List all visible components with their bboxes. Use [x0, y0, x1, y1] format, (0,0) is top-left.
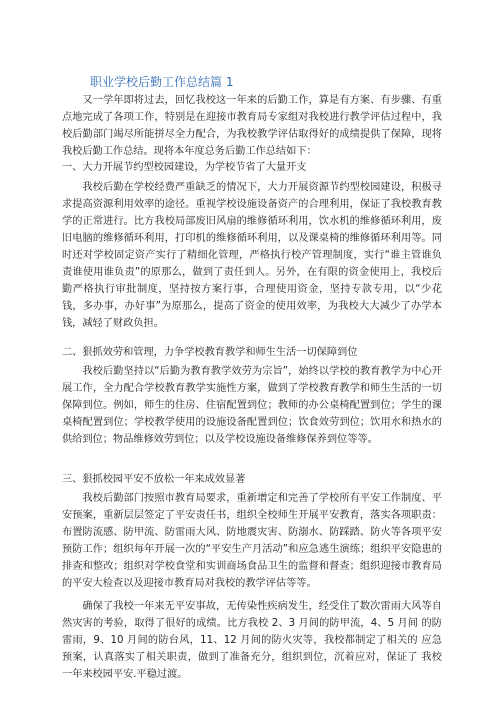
section-2-paragraph: 我校后勤坚持以“后勤为教育教学效劳为宗旨”，始终以学校的教育教学为中心开展工作，全力配合学校教育教学实施性方案，做到了学校教育教学和师生生活的一切保障到位。例如，师生的住房、住宿配置到位；教师的办公桌椅配置到位；学生的课桌椅配置到位；学校教学使用的设施设备配置到位；饮食效劳到位；饮用水和热水的供给到位；物品维修效劳到位；以及学校设施设备维修保养到位等等。	[62, 366, 442, 445]
intro-paragraph: 又一学年即将过去，回忆我校这一年来的后勤工作，算是有方案、有步骤、有重点地完成了各项工作，特别是在迎接市教育局专家组对我校进行教学评估过程中，我校后勤部门竭尽所能拼尽全力配合，为我校教学评估取得好的成绩提供了保障，现将我校后勤工作总结。现将本年度总务后勤工作总结如下：	[62, 95, 442, 157]
section-3-heading: 三、狠抓校园平安不放松一年来成效显著	[62, 474, 246, 485]
section-1-paragraph: 我校后勤在学校经费严重缺乏的情况下，大力开展资源节约型校园建设，积极寻求提高资源利用效率的途径。重视学校设施设备资产的合理利用，保证了我校教育教学的正常进行。比方我校局部废旧风扇的维修循环利用，饮水机的维修循环利用，废旧电脑的维修循环利用，打印机的维修循环利用，以及课桌椅的维修循环利用等。同时还对学校固定资产实行了精细化管理，严格执行校产管理制度，实行“谁主管谁负责谁使用谁负责”的原那么，做到了责任到人。另外，在有限的资金使用上，我校后勤严格执行审批制度，坚持按方案行事，合理使用资金，坚持专款专用，以“少花钱，多办事，办好事”为原那么，提高了资金的使用效率，为我校大大减少了办学本钱，减轻了财政负担。	[62, 182, 442, 329]
section-1-heading: 一、大力开展节约型校园建设，为学校节省了大量开支	[62, 162, 307, 173]
document-title: 职业学校后勤工作总结篇 1	[90, 75, 234, 89]
intro-block	[62, 92, 442, 160]
section-2-heading: 二、狠抓效劳和管理，力争学校教育教学和师生生活一切保障到位	[62, 347, 358, 358]
section-3-paragraph-1: 我校后勤部门按照市教育局要求，重新增定和完善了学校所有平安工作制度、平安预案，重新层层签定了平安责任书，组织全校师生开展平安教育，落实各项职责：布置防流感、防甲流、防雷雨大风、防地震灾害、防溺水、防踩踏、防火等各项平安预防工作；组织每年开展一次的“平安生产月活动”和应急逃生演练；组织平安隐患的排查和整改；组织对学校食堂和实训商场食品卫生的监督和督查；组织迎接市教育局的平安大检查以及迎接市教育局对我校的教学评估等等。	[62, 493, 442, 589]
section-2-body	[62, 363, 442, 448]
section-3-paragraph-2: 确保了我校一年来无平安事故，无传染性疾病发生，经受住了数次雷雨大风等自然灾害的考验，取得了很好的成绩。比方我校 2、3 月间的防甲流，4、5 月间 的防雷雨，9、10 月间的防台风，11、12 月间的防火灾等，我校都制定了相关的 应急预案，认真落实了相关职责，做到了准备充分，组织到位，沉着应对，保证了 我校一年来校园平安.平稳过渡。	[62, 601, 442, 680]
section-1-body	[62, 179, 442, 332]
section-3-body	[62, 490, 442, 683]
